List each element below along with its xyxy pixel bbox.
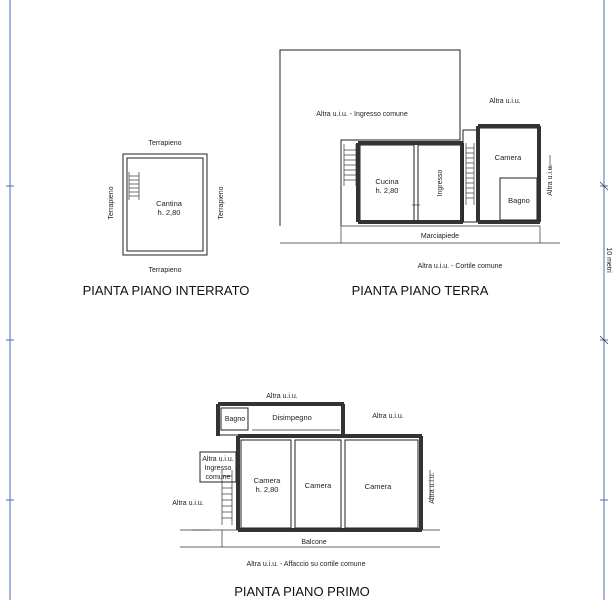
primo-altra-uiu-right-top-label: Altra u.i.u. xyxy=(372,413,404,420)
camera2-label: Camera xyxy=(304,481,332,490)
terrapieno-top-label: Terrapieno xyxy=(148,140,182,147)
affaccio-label: Altra u.i.u. - Affaccio su cortile comune xyxy=(246,561,366,568)
primo-altra-uiu-right-label: Altra u.i.u. xyxy=(429,472,436,504)
altra-uiu-top-label: Altra u.i.u. xyxy=(489,98,521,105)
ingresso-comune-outline xyxy=(280,50,460,226)
terrapieno-bottom-label: Terrapieno xyxy=(148,267,182,274)
terrapieno-right-label: Terrapieno xyxy=(218,186,225,220)
camera3-label: Camera xyxy=(364,482,392,491)
cantina-stairs xyxy=(129,172,139,200)
bagno-label: Bagno xyxy=(508,196,530,205)
plan-terra-title: PIANTA PIANO TERRA xyxy=(351,283,489,298)
terra-stairs-left xyxy=(344,144,356,186)
camera1-height-label: h. 2,80 xyxy=(255,485,279,494)
plan-terra xyxy=(280,50,560,298)
ingresso-comune-label: Altra u.i.u. - Ingresso comune xyxy=(316,111,408,118)
cantina-name-label: Cantina xyxy=(156,199,182,208)
terrapieno-left-label: Terrapieno xyxy=(108,186,115,220)
primo-altra-uiu-left-label: Altra u.i.u. xyxy=(172,500,204,507)
cantina-height-label: h. 2,80 xyxy=(157,208,181,217)
disimpegno-label: Disimpegno xyxy=(272,413,312,422)
ingresso-label: Ingresso xyxy=(437,169,444,197)
altra-uiu-right-label: Altra u.i.u. xyxy=(547,164,554,196)
cucina-height-label: h. 2,80 xyxy=(375,186,399,195)
camera-label: Camera xyxy=(494,153,522,162)
camera-room xyxy=(479,128,538,222)
plan-primo-title: PIANTA PIANO PRIMO xyxy=(234,584,370,599)
primo-ingresso-line3: comune xyxy=(205,474,231,481)
camera1-name-label: Camera xyxy=(253,476,281,485)
primo-ingresso-line2: Ingresso xyxy=(204,465,232,472)
scale-label: 10 metri xyxy=(605,247,612,273)
plan-interrato-title: PIANTA PIANO INTERRATO xyxy=(82,283,250,298)
cortile-comune-label: Altra u.i.u. - Cortile comune xyxy=(417,263,503,270)
primo-ingresso-line1: Altra u.i.u. xyxy=(202,456,234,463)
balcone-label: Balcone xyxy=(301,539,327,546)
primo-bagno-label: Bagno xyxy=(224,416,246,423)
terra-stairs-center xyxy=(466,143,474,205)
primo-altra-uiu-top-label: Altra u.i.u. xyxy=(266,393,298,400)
plan-primo xyxy=(172,393,440,599)
cucina-name-label: Cucina xyxy=(375,177,399,186)
marciapiede-label: Marciapiede xyxy=(420,233,460,240)
plan-interrato xyxy=(83,140,250,298)
sheet-frame xyxy=(6,0,608,600)
